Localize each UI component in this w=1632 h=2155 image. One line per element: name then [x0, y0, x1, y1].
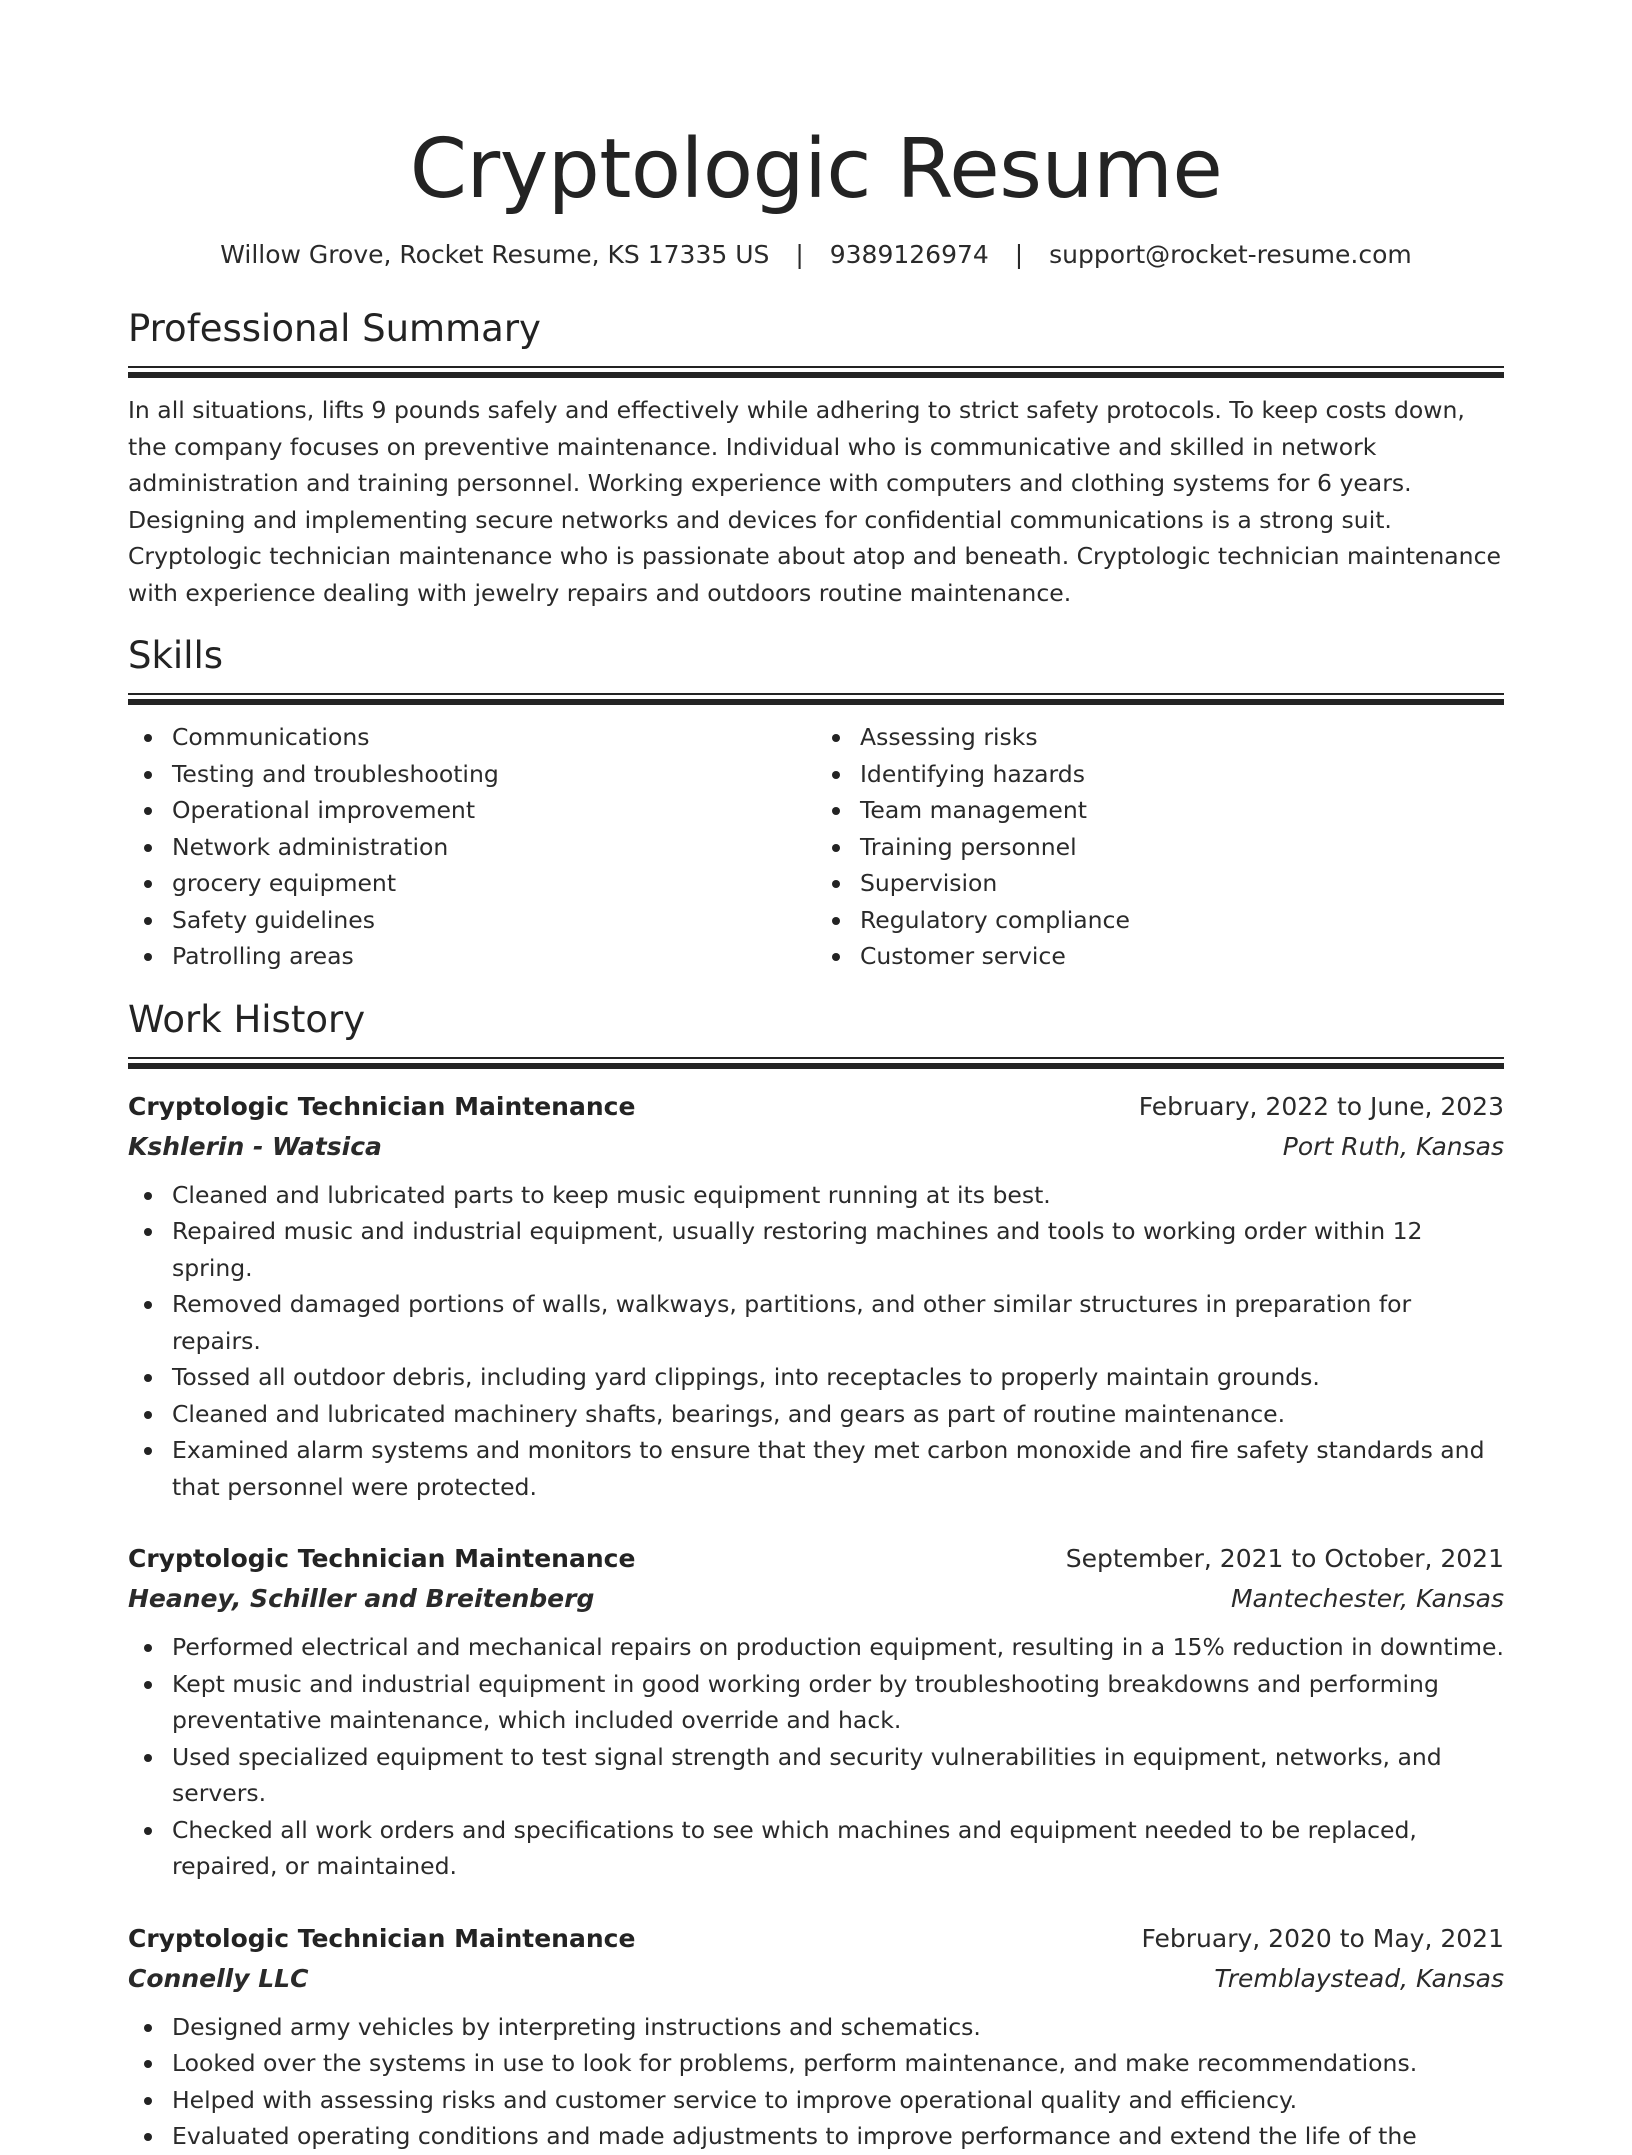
skills-columns	[128, 719, 1504, 975]
summary-heading: Professional Summary	[128, 307, 541, 350]
skill-item: Identifying hazards	[816, 756, 1504, 793]
bullet-icon	[144, 1644, 152, 1652]
job-bullet: Helped with assessing risks and customer service to improve operational quality and efficiency.	[128, 2082, 1504, 2119]
skill-item: Supervision	[816, 865, 1504, 902]
job-location: Mantechester, Kansas	[1230, 1584, 1504, 1613]
contact-phone: 9389126974	[829, 240, 989, 269]
job-dates: February, 2020 to May, 2021	[1141, 1923, 1504, 1953]
bullet-icon	[144, 1754, 152, 1762]
skill-item: Operational improvement	[128, 792, 816, 829]
bullet-icon	[144, 2024, 152, 2032]
bullet-icon	[144, 953, 152, 961]
job-bullet: Used specialized equipment to test signal strength and security vulnerabilities in equipment, networks, and servers.	[128, 1739, 1504, 1812]
section-divider	[128, 693, 1504, 705]
job-bullet: Cleaned and lubricated parts to keep music equipment running at its best.	[128, 1177, 1504, 1214]
bullet-icon	[832, 917, 840, 925]
job-location: Tremblaystead, Kansas	[1214, 1963, 1504, 1993]
job-company: Connelly LLC	[128, 1963, 309, 1993]
bullet-icon	[144, 1192, 152, 1200]
job-bullet: Cleaned and lubricated machinery shafts, bearings, and gears as part of routine maintenance.	[128, 1396, 1504, 1433]
contact-line	[128, 238, 1504, 272]
job-title: Cryptologic Technician Maintenance	[128, 1544, 636, 1573]
job-entry	[128, 1919, 1504, 2155]
skill-item: Patrolling areas	[128, 938, 816, 975]
bullet-icon	[144, 844, 152, 852]
skill-item: Safety guidelines	[128, 902, 816, 939]
contact-separator: |	[795, 240, 804, 269]
job-bullet: Checked all work orders and specifications to see which machines and equipment needed to be replaced, repaired, or maintained.	[128, 1812, 1504, 1885]
job-bullet: Removed damaged portions of walls, walkways, partitions, and other similar structures in preparation for repairs.	[128, 1286, 1504, 1359]
section-divider	[128, 1057, 1504, 1069]
bullet-icon	[144, 734, 152, 742]
summary-section	[128, 306, 1504, 611]
skill-item: Communications	[128, 719, 816, 756]
skill-item: Testing and troubleshooting	[128, 756, 816, 793]
bullet-icon	[144, 2133, 152, 2141]
skill-item: grocery equipment	[128, 865, 816, 902]
skills-section	[128, 633, 1504, 975]
job-dates: September, 2021 to October, 2021	[1065, 1544, 1504, 1573]
skills-right-column	[816, 719, 1504, 975]
bullet-icon	[832, 807, 840, 815]
bullet-icon	[144, 2060, 152, 2068]
bullet-icon	[144, 1228, 152, 1236]
bullet-icon	[144, 1681, 152, 1689]
job-bullet: Repaired music and industrial equipment, usually restoring machines and tools to working order within 12 spring.	[128, 1213, 1504, 1286]
bullet-icon	[144, 1447, 152, 1455]
job-bullet: Kept music and industrial equipment in good working order by troubleshooting breakdowns and performing preventative maintenance, which included override and hack.	[128, 1666, 1504, 1739]
job-bullet: Evaluated operating conditions and made adjustments to improve performance and extend the life of the	[128, 2118, 1504, 2155]
summary-text: In all situations, lifts 9 pounds safely and effectively while adhering to strict safety protocols. To keep costs down, the company focuses on preventive maintenance. Individual who is communicative and skilled in network administration and training personnel. Working experience with computers and clothing systems for 6 years. Designing and implementing secure networks and devices for confidential communications is a strong suit. Cryptologic technician maintenance who is passionate about atop and beneath. Cryptologic technician maintenance with experience dealing with jewelry repairs and outdoors routine maintenance.	[128, 396, 1501, 607]
job-location: Port Ruth, Kansas	[1282, 1131, 1504, 1161]
job-entry	[128, 1539, 1504, 1885]
job-company: Kshlerin - Watsica	[128, 1131, 382, 1161]
section-divider	[128, 366, 1504, 378]
bullet-icon	[832, 844, 840, 852]
work-history-heading: Work History	[128, 997, 366, 1041]
bullet-icon	[832, 880, 840, 888]
bullet-icon	[832, 953, 840, 961]
contact-separator: |	[1014, 240, 1024, 269]
job-bullet: Performed electrical and mechanical repairs on production equipment, resulting in a 15% reduction in downtime.	[128, 1629, 1504, 1666]
job-bullet: Designed army vehicles by interpreting instructions and schematics.	[128, 2009, 1504, 2046]
contact-email: support@rocket-resume.com	[1049, 240, 1412, 269]
skills-left-column	[128, 719, 816, 975]
bullet-icon	[144, 880, 152, 888]
contact-address: Willow Grove, Rocket Resume, KS 17335 US	[220, 240, 770, 269]
job-bullet: Tossed all outdoor debris, including yard clippings, into receptacles to properly maintain grounds.	[128, 1359, 1504, 1396]
bullet-icon	[144, 1301, 152, 1309]
job-bullets	[128, 1177, 1504, 1506]
skill-item: Customer service	[816, 938, 1504, 975]
bullet-icon	[144, 771, 152, 779]
skill-item: Team management	[816, 792, 1504, 829]
job-title: Cryptologic Technician Maintenance	[128, 1091, 636, 1121]
job-bullet: Examined alarm systems and monitors to ensure that they met carbon monoxide and fire safety standards and that personnel were protected.	[128, 1432, 1504, 1505]
job-dates: February, 2022 to June, 2023	[1138, 1091, 1504, 1121]
bullet-icon	[144, 1374, 152, 1382]
bullet-icon	[144, 917, 152, 925]
bullet-icon	[144, 2097, 152, 2105]
job-company: Heaney, Schiller and Breitenberg	[128, 1584, 595, 1613]
resume-title: Cryptologic Resume	[409, 122, 1223, 217]
job-entry	[128, 1087, 1504, 1506]
resume-page	[128, 0, 1504, 2155]
work-history-section	[128, 997, 1504, 2155]
skills-heading: Skills	[128, 634, 224, 677]
bullet-icon	[144, 1411, 152, 1419]
job-bullet: Looked over the systems in use to look for problems, perform maintenance, and make recommendations.	[128, 2045, 1504, 2082]
skill-item: Training personnel	[816, 829, 1504, 866]
bullet-icon	[832, 771, 840, 779]
bullet-icon	[144, 1827, 152, 1835]
job-bullets	[128, 1629, 1504, 1885]
job-title: Cryptologic Technician Maintenance	[128, 1923, 636, 1953]
bullet-icon	[144, 807, 152, 815]
skill-item: Assessing risks	[816, 719, 1504, 756]
job-bullets	[128, 2009, 1504, 2155]
skill-item: Regulatory compliance	[816, 902, 1504, 939]
bullet-icon	[832, 734, 840, 742]
skill-item: Network administration	[128, 829, 816, 866]
